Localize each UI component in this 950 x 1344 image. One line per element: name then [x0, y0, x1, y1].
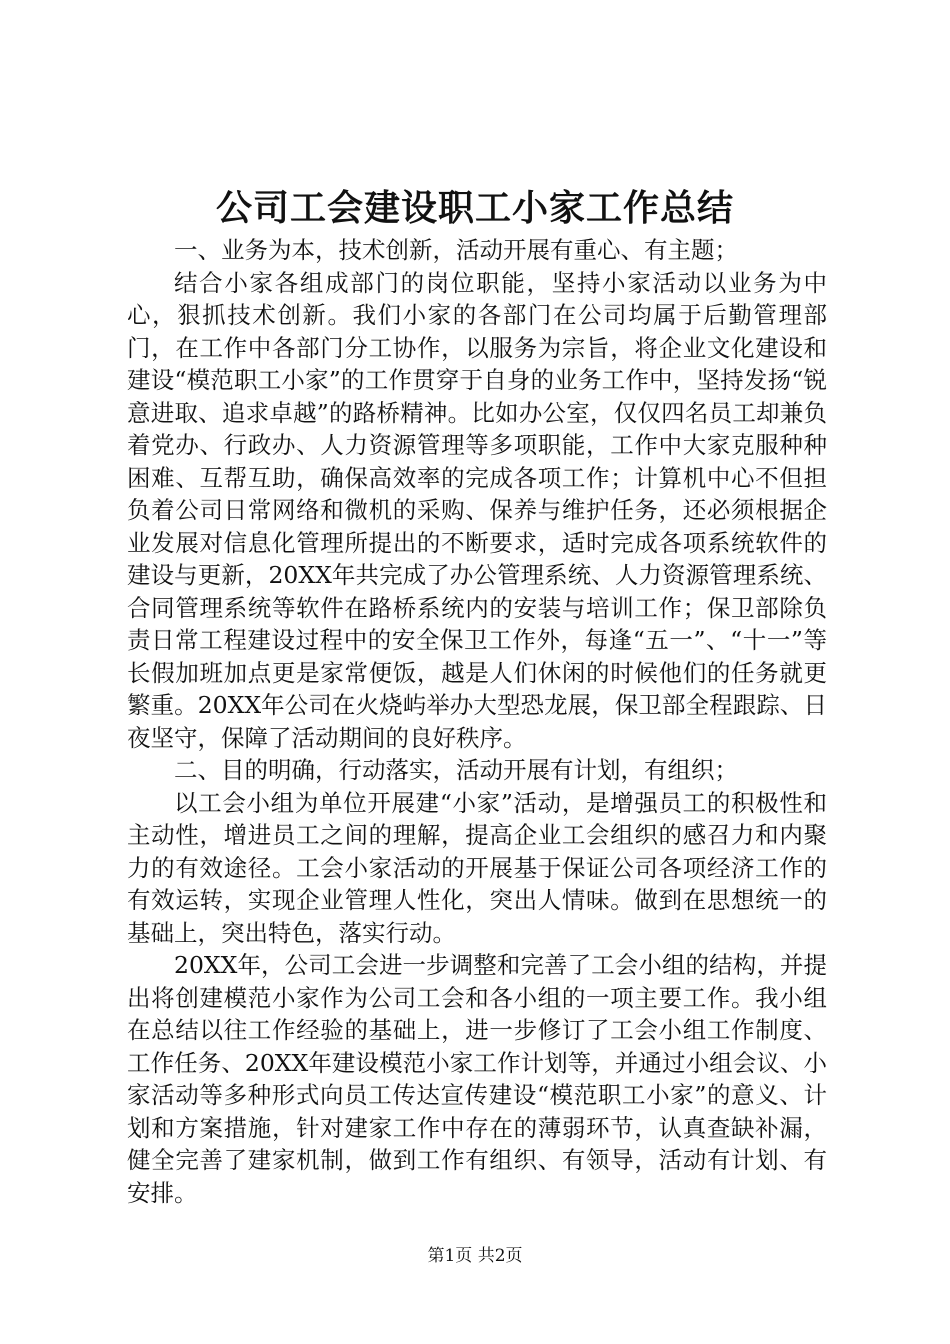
document-body [127, 234, 827, 1209]
body-paragraph-3: 20XX年，公司工会进一步调整和完善了工会小组的结构，并提出将创建模范小家作为公司工会和各小组的一项主要工作。我小组在总结以往工作经验的基础上，进一步修订了工会小组工作制度、工作任务、20XX年建设模范小家工作计划等，并通过小组会议、小家活动等多种形式向员工传达宣传建设“模范职工小家”的意义、计划和方案措施，针对建家工作中存在的薄弱环节，认真查缺补漏，健全完善了建家机制，做到工作有组织、有领导，活动有计划、有安排。 [127, 951, 827, 1207]
body-paragraph-1: 结合小家各组成部门的岗位职能，坚持小家活动以业务为中心，狠抓技术创新。我们小家的各部门在公司均属于后勤管理部门，在工作中各部门分工协作，以服务为宗旨，将企业文化建设和建设“模范职工小家”的工作贯穿于自身的业务工作中，坚持发扬“锐意进取、追求卓越”的路桥精神。比如办公室，仅仅四名员工却兼负着党办、行政办、人力资源管理等多项职能，工作中大家克服种种困难、互帮互助，确保高效率的完成各项工作；计算机中心不但担负着公司日常网络和微机的采购、保养与维护任务，还必须根据企业发展对信息化管理所提出的不断要求，适时完成各项系统软件的建设与更新，20XX年共完成了办公管理系统、人力资源管理系统、合同管理系统等软件在路桥系统内的安装与培训工作；保卫部除负责日常工程建设过程中的安全保卫工作外，每逢“五一”、“十一”等长假加班加点更是家常便饭，越是人们休闲的时候他们的任务就更繁重。20XX年公司在火烧屿举办大型恐龙展，保卫部全程跟踪、日夜坚守，保障了活动期间的良好秩序。 [127, 268, 827, 752]
section-heading-1: 一、业务为本，技术创新，活动开展有重心、有主题； [174, 236, 738, 264]
body-paragraph-2: 以工会小组为单位开展建“小家”活动，是增强员工的积极性和主动性，增进员工之间的理解，提高企业工会组织的感召力和内聚力的有效途径。工会小家活动的开展基于保证公司各项经济工作的有效运转，实现企业管理人性化，突出人情味。做到在思想统一的基础上，突出特色，落实行动。 [127, 788, 827, 947]
section-heading-2: 二、目的明确，行动落实，活动开展有计划，有组织； [174, 756, 738, 784]
page-footer: 第1页 共2页 [427, 1246, 523, 1266]
document-title: 公司工会建设职工小家工作总结 [215, 187, 734, 229]
